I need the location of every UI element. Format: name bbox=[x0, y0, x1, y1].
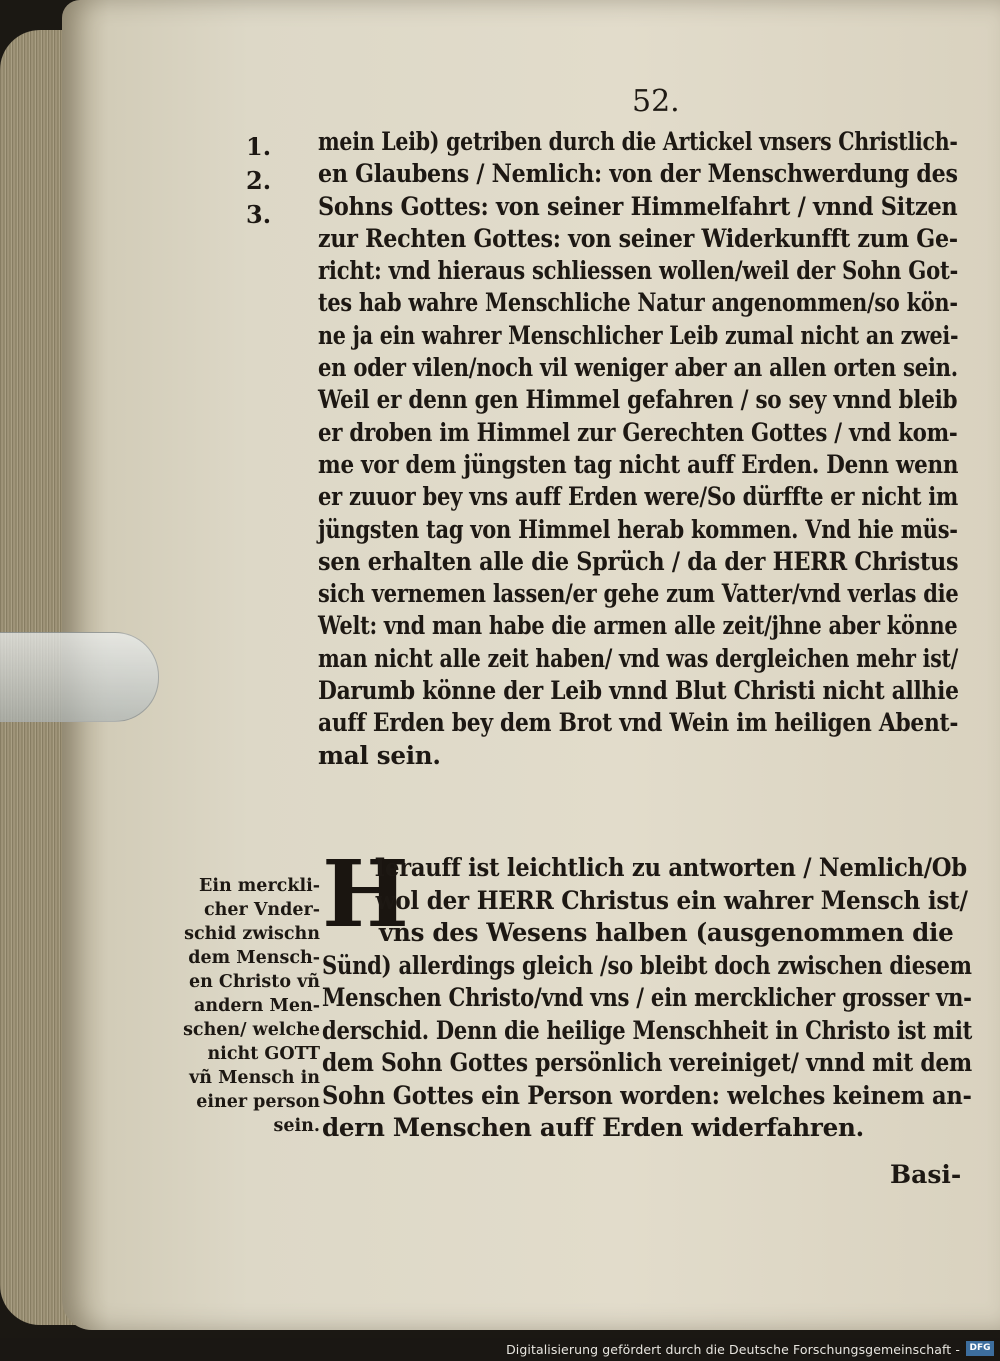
marginal-line: vñ Mensch in bbox=[189, 1068, 320, 1088]
text-line: mal sein. bbox=[318, 740, 441, 770]
text-line: Sohns Gottes: von seiner Himmelfahrt / vnnd Sitzen bbox=[318, 191, 958, 221]
text-line: mein Leib) getriben durch die Artickel vnsers Christlich- bbox=[318, 127, 958, 156]
paragraph-2 bbox=[322, 852, 982, 1145]
text-line: sen erhalten alle die Sprüch / da der HERR Christus bbox=[318, 546, 959, 576]
text-line: Welt: vnd man habe die armen alle zeit/jhne aber könne bbox=[318, 611, 958, 641]
marginal-line: dem Mensch- bbox=[188, 948, 320, 968]
text-line: Sünd) allerdings gleich /so bleibt doch zwischen diesem bbox=[322, 950, 972, 980]
text-line: ne ja ein wahrer Menschlicher Leib zumal nicht an zwei- bbox=[318, 320, 959, 350]
text-line: Ierauff ist leichtlich zu antworten / Nemlich/Ob bbox=[374, 853, 967, 882]
text-line: me vor dem jüngsten tag nicht auff Erden. Denn wenn bbox=[318, 449, 959, 479]
text-line: richt: vnd hieraus schliessen wollen/weil der Sohn Got- bbox=[318, 256, 959, 286]
marginal-line: nicht GOTT bbox=[207, 1044, 320, 1064]
marginal-line: Ein merckli- bbox=[198, 876, 320, 896]
marginal-line: sein. bbox=[273, 1116, 320, 1136]
catchword: Basi- bbox=[890, 1160, 962, 1189]
marginal-line: andern Men- bbox=[194, 996, 320, 1016]
text-line: en oder vilen/noch vil weniger aber an allen orten sein. bbox=[318, 353, 958, 383]
text-line: sich vernemen lassen/er gehe zum Vatter/vnd verlas die bbox=[318, 579, 959, 609]
text-line: wol der HERR Christus ein wahrer Mensch ist/ bbox=[375, 885, 968, 915]
text-line: jüngsten tag von Himmel herab kommen. Vnd hie müs- bbox=[318, 514, 958, 544]
marginal-line: cher Vnder- bbox=[204, 900, 320, 920]
text-line: dem Sohn Gottes persönlich vereiniget/ vnnd mit dem bbox=[322, 1048, 972, 1077]
text-line: vns des Wesens halben (ausgenommen die bbox=[379, 918, 954, 947]
text-line: er zuuor bey vns auff Erden were/So dürffte er nicht im bbox=[318, 482, 959, 512]
text-line: Darumb könne der Leib vnnd Blut Christi nicht allhie bbox=[318, 676, 959, 706]
text-line: zur Rechten Gottes: von seiner Widerkunfft zum Ge- bbox=[318, 223, 958, 253]
page-number: 52. bbox=[632, 84, 680, 119]
margin-number-3: 3. bbox=[246, 200, 272, 229]
marginal-line: einer person bbox=[196, 1092, 320, 1112]
text-line: dern Menschen auff Erden widerfahren. bbox=[322, 1113, 864, 1142]
text-line: en Glaubens / Nemlich: von der Menschwerdung des bbox=[318, 159, 958, 189]
paragraph-1 bbox=[318, 126, 968, 772]
bookmark-clip bbox=[0, 632, 159, 722]
margin-number-2: 2. bbox=[246, 166, 272, 195]
text-line: derschid. Denn die heilige Menschheit in Christo ist mit bbox=[322, 1015, 973, 1045]
text-line: auff Erden bey dem Brot vnd Wein im heiligen Abent- bbox=[318, 708, 959, 738]
marginal-line: schid zwischn bbox=[184, 924, 320, 944]
text-line: er droben im Himmel zur Gerechten Gottes / vnd kom- bbox=[318, 417, 958, 447]
text-line: Menschen Christo/vnd vns / ein mercklicher grosser vn- bbox=[322, 983, 972, 1012]
text-line: man nicht alle zeit haben/ vnd was dergleichen mehr ist/ bbox=[318, 643, 959, 673]
dfg-logo: DFG bbox=[966, 1341, 994, 1356]
marginal-line: en Christo vñ bbox=[188, 972, 320, 992]
margin-number-1: 1. bbox=[246, 132, 272, 161]
drop-cap-initial: H bbox=[322, 840, 409, 948]
marginal-note bbox=[170, 874, 320, 1138]
footer-credit: Digitalisierung gefördert durch die Deutsche Forschungsgemeinschaft - bbox=[506, 1342, 960, 1357]
text-line: Sohn Gottes ein Person worden: welches keinem an- bbox=[322, 1080, 972, 1110]
text-line: tes hab wahre Menschliche Natur angenommen/so kön- bbox=[318, 288, 958, 318]
text-line: Weil er denn gen Himmel gefahren / so sey vnnd bleib bbox=[318, 385, 958, 415]
marginal-line: schen/ welche bbox=[183, 1020, 320, 1040]
